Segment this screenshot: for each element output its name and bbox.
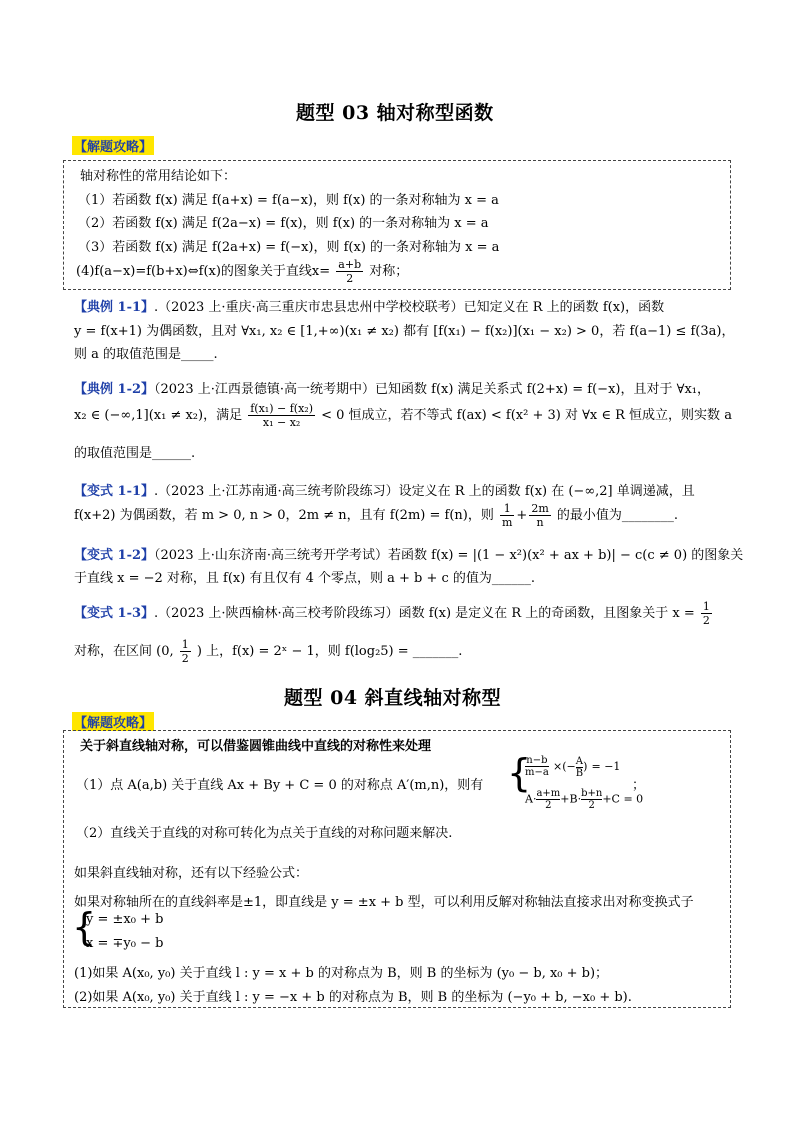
box04-line2: （1）点 A(a,b) 关于直线 Ax + By + C = 0 的对称点 A′(m,n)，则有 (76, 778, 484, 793)
sys-row2-mid: +B· (560, 792, 582, 806)
variant-1-1-frac2 (529, 502, 550, 529)
box03-line4-pre: (4)f(a−x)=f(b+x)⇔f(x)的图象关于直线x= (76, 264, 331, 279)
variant-1-1-label: 【变式 1-1】 (74, 484, 155, 499)
frac-num: b+n (581, 788, 603, 799)
box04-line6: (1)如果 A(x₀, y₀) 关于直线 l : y = x + b 的对称点为 B，则 B 的坐标为 (y₀ − b, x₀ + b)； (74, 966, 609, 981)
variant-1-3-text1: .（2023 上·陕西榆林·高三校考阶段练习）函数 f(x) 是定义在 R 上的奇函数，且图象关于 x = (154, 606, 695, 621)
box04-line3: （2）直线关于直线的对称可转化为点关于直线的对称问题来解决. (76, 826, 453, 841)
variant-1-3-frac1 (701, 600, 712, 627)
box03-line4-post: 对称； (369, 264, 409, 279)
frac-den: 2 (702, 614, 710, 627)
system-row1 (525, 755, 620, 779)
system-row2 (525, 788, 643, 811)
variant-1-3-pre: 对称，在区间 (0, (74, 644, 174, 659)
variant-1-1-plus: + (516, 508, 528, 523)
variant-1-3-line1 (74, 600, 714, 627)
system2-row2: x = ∓y₀ − b (86, 936, 164, 951)
box04-line5: 如果对称轴所在的直线斜率是±1，即直线是 y = ±x + b 型，可以利用反解对称轴法直接求出对称变换式子 (74, 895, 694, 910)
example-1-1-text1: .（2023 上·重庆·高三重庆市忠县忠州中学校校联考）已知定义在 R 上的函数 f(x)，函数 (154, 300, 665, 315)
variant-1-3-label: 【变式 1-3】 (74, 606, 155, 621)
frac-den: 2 (588, 800, 595, 811)
variant-1-3-line2 (74, 638, 462, 665)
example-1-1-line2: y = f(x+1) 为偶函数，且对 ∀x₁, x₂ ∈ [1,+∞)(x₁ ≠ x₂) 都有 [f(x₁) − f(x₂)](x₁ − x₂) > 0，若 f(a−1) ≤ f(3a)， (74, 324, 735, 339)
frac-den: B (575, 767, 584, 779)
variant-1-2-label: 【变式 1-2】 (74, 548, 155, 563)
sys-row2-post: +C = 0 (602, 792, 644, 806)
variant-1-1-post: 的最小值为________. (556, 508, 679, 523)
example-1-1-line3: 则 a 的取值范围是_____. (74, 347, 218, 362)
box04-line1: 关于斜直线轴对称，可以借鉴圆锥曲线中直线的对称性来处理 (80, 739, 432, 754)
sys-row1-post: = −1 (591, 760, 621, 773)
variant-1-3-frac2 (180, 638, 191, 665)
frac-num: f(x₁) − f(x₂) (250, 402, 313, 415)
example-1-2-line1 (74, 378, 710, 397)
sys-row2-frac2 (581, 788, 602, 811)
sys-row2-pre: A· (525, 792, 537, 806)
frac-den: m−a (525, 767, 549, 778)
example-1-2-frac (248, 402, 315, 429)
example-1-2-post: < 0 恒成立，若不等式 f(ax) < f(x² + 3) 对 ∀x ∈ R 恒成立，则实数 a (321, 408, 732, 423)
example-1-2-pre: x₂ ∈ (−∞,1](x₁ ≠ x₂)，满足 (74, 408, 243, 423)
system-brace: { (507, 751, 532, 795)
system2-brace: { (72, 905, 97, 949)
frac-num: 1 (181, 638, 189, 651)
frac-num: 1 (500, 502, 514, 516)
variant-1-1-pre: f(x+2) 为偶函数，若 m > 0, n > 0，2m ≠ n，且有 f(2m) = f(n)，则 (74, 508, 494, 523)
example-1-1-label: 【典例 1-1】 (74, 300, 155, 315)
sys-row1-paren-frac (576, 756, 583, 779)
box04-line7: (2)如果 A(x₀, y₀) 关于直线 l : y = −x + b 的对称点为 B，则 B 的坐标为 (−y₀ + b, −x₀ + b). (74, 990, 632, 1005)
box04-line4: 如果斜直线轴对称，还有以下经验公式： (74, 866, 309, 881)
box03-line4-frac (336, 258, 363, 285)
sys-row2-frac1 (536, 788, 560, 811)
example-1-2-line3: 的取值范围是______. (74, 446, 196, 461)
box03-line-3: （3）若函数 f(x) 满足 f(2a+x) = f(−x)，则 f(x) 的一条对称轴为 x = a (78, 240, 500, 255)
variant-1-2-line2: 于直线 x = −2 对称，且 f(x) 有且仅有 4 个零点，则 a + b + c 的值为______. (74, 571, 536, 586)
box03-line-0: 轴对称性的常用结论如下： (80, 169, 237, 184)
frac-num: A (575, 755, 583, 767)
strategy-tag-04: 【解题攻略】 (72, 712, 154, 731)
frac-num: a+m (536, 788, 561, 799)
example-1-2-label: 【典例 1-2】 (74, 382, 155, 397)
system-end: ； (632, 778, 646, 793)
example-1-2-line2 (74, 402, 732, 429)
frac-den: 2 (181, 652, 189, 665)
frac-num: n−b (526, 755, 548, 766)
frac-den: m (501, 516, 513, 529)
section-04-title: 题型 04 斜直线轴对称型 (284, 687, 502, 709)
section-03-title: 题型 03 轴对称型函数 (296, 102, 494, 124)
frac-den: x₁ − x₂ (262, 416, 301, 429)
box03-line-1: （1）若函数 f(x) 满足 f(a+x) = f(a−x)，则 f(x) 的一条对称轴为 x = a (78, 193, 499, 208)
variant-1-1-frac1 (500, 502, 514, 529)
box03-line-4 (76, 258, 408, 285)
sys-row1-frac (525, 755, 549, 778)
strategy-tag-03: 【解题攻略】 (72, 136, 154, 155)
example-1-2-text1: （2023 上·江西景德镇·高一统考期中）已知函数 f(x) 满足关系式 f(2+x) = f(−x)，且对于 ∀x₁， (154, 382, 710, 397)
frac-den: 2 (545, 800, 552, 811)
frac-num: a+b (338, 258, 362, 271)
variant-1-2-text1: （2023 上·山东济南·高三统考开学考试）若函数 f(x) = |(1 − x²)(x² + ax + b)| − c(c ≠ 0) 的图象关 (154, 548, 744, 563)
variant-1-1-text1: .（2023 上·江苏南通·高三统考阶段练习）设定义在 R 上的函数 f(x) 在 (−∞,2] 单调递减，且 (154, 484, 695, 499)
frac-num: 1 (702, 600, 710, 613)
sys-row1-paren: (− $\frac{A}{B}$) (562, 755, 588, 779)
variant-1-1-line1 (74, 480, 695, 499)
variant-1-2-line1 (74, 544, 743, 563)
sys-row1-mid: × (552, 760, 563, 773)
example-1-1-line1 (74, 296, 664, 315)
variant-1-3-post: ) 上，f(x) = 2ˣ − 1，则 f(log₂5) = _______. (196, 644, 463, 659)
box03-line-2: （2）若函数 f(x) 满足 f(2a−x) = f(x)，则 f(x) 的一条对称轴为 x = a (78, 216, 489, 231)
frac-den: 2 (346, 272, 354, 285)
frac-den: n (536, 516, 544, 529)
system2-row1: y = ±x₀ + b (86, 912, 164, 927)
frac-num: 2m (531, 502, 549, 515)
variant-1-1-line2 (74, 502, 678, 529)
